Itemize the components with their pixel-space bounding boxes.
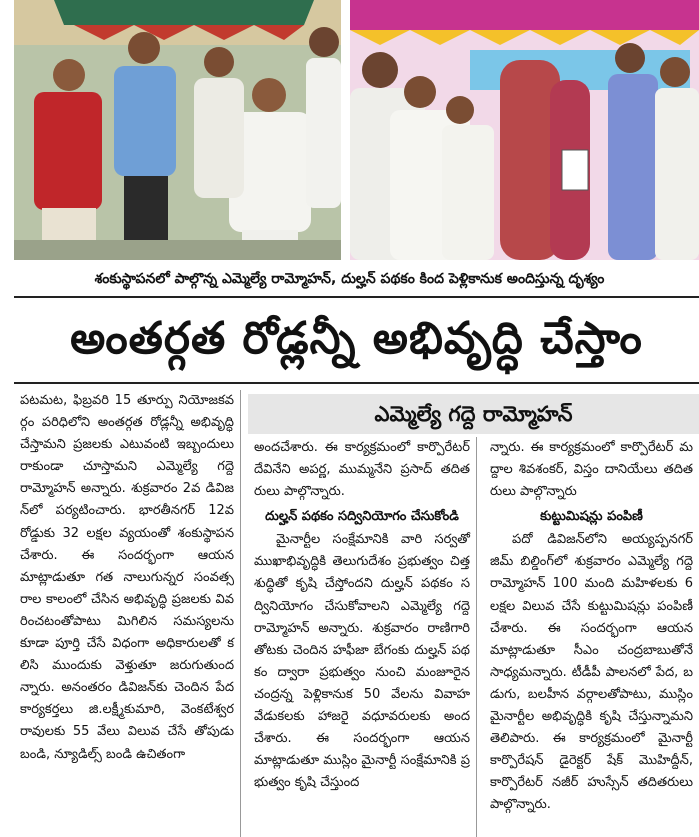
headline-bottom-rule <box>14 382 699 384</box>
subheadline: ఎమ్మెల్యే గద్దె రామ్మోహన్ <box>248 394 699 434</box>
headline-top-rule <box>14 296 699 298</box>
column-1-text: పటమట, ఫిబ్రవరి 15 తూర్పు నియోజకవర్గం పరిధిలోని అంతర్గత రోడ్లన్నీ అభివృద్ధి చేస్తామని ప్రజలకు ఎటువంటి ఇబ్బందులు రాకుండా చూస్తామని ఎమ్మెల్యే గద్దె రామ్మోహన్ అన్నారు. శుక్రవారం 2వ డివిజన్‌లో పర్యటించారు. భారతీనగర్ 12వ రోడ్డుకు 32 లక్షల వ్యయంతో శంకుస్థాపన చేశారు. ఈ సందర్భంగా ఆయన మాట్లాడుతూ గత నాలుగున్నర సంవత్సరాల కాలంలో చేసిన అభివృద్ధి ప్రజలకు వివరించటంతోపాటు మిగిలిన సమస్యలను కూడా పూర్తి చేసే విధంగా అధికారులతో కలిసి ముందుకు వెళ్తుతూ జరుగుతుందన్నారు. అనంతరం డివిజన్‌కు చెందిన పేద కార్యకర్తలు జి.లక్ష్మీకుమారి, వెంకటేశ్వరరావులకు 55 వేలు విలువ చేసే తోపుడు బండి, న్యూడిల్స్ బండి ఉచితంగా <box>20 393 234 762</box>
article-column-2 <box>248 437 477 837</box>
event-photo-left <box>14 0 341 260</box>
column-3-text: పదో డివిజన్‌లోని అయ్యప్పనగర్ జిమ్ బిల్డింగ్‌లో శుక్రవారం ఎమ్మెల్యే గద్దె రామ్మోహన్ 100 మంది మహిళలకు 6 లక్షల విలువ చేసే కుట్టుమిషన్లు పంపిణీ చేశారు. ఈ సందర్భంగా ఆయన మాట్లాడుతూ సీఎం చంద్రబాబుతోనే సాధ్యమన్నారు. టీడీపీ పాలనలో పేద, బడుగు, బలహీన వర్గాలతోపాటు, ముస్లిం మైనార్టీల అభివృద్ధికి కృషి చేస్తున్నామని తెలిపారు. ఈ కార్యక్రమంలో మైనార్టీ కార్పొరేషన్ డైరెక్టర్ షేక్ మొహిద్దీన్, కార్పొరేటర్ నజీర్ హుస్సేన్ తదితరులు పాల్గొన్నారు. <box>490 532 693 813</box>
column-2-intro: అందచేశారు. ఈ కార్యక్రమంలో కార్పొరేటర్ దేవినేని అపర్ణ, ముమ్మనేని ప్రసాద్ తదితరులు పాల్గొన్నారు. <box>254 440 470 500</box>
event-photo-right <box>350 0 699 260</box>
photo-caption: శంకుస్థాపనలో పాల్గొన్న ఎమ్మెల్యే రామ్మోహన్, దుల్హన్ పథకం కింద పెళ్లికానుక అందిస్తున్న దృశ్యం <box>94 271 605 287</box>
column-2-subhead: దుల్హన్ పథకం సద్వినియోగం చేసుకోండి <box>265 509 459 525</box>
column-3-subhead: కుట్టుమిషన్లు పంపిణీ <box>540 509 643 525</box>
column-3-intro: న్నారు. ఈ కార్యక్రమంలో కార్పొరేటర్ మద్దాల శివశంకర్, విస్తం దానియేలు తదితరులు పాల్గొన్నారు <box>490 440 693 500</box>
article-column-1 <box>14 390 241 837</box>
headline: అంతర్గత రోడ్లన్నీ అభివృద్ధి చేస్తాం <box>70 313 643 364</box>
column-2-text: మైనార్టీల సంక్షేమానికి వారి సర్వతో ముఖాభివృద్ధికి తెలుగుదేశం ప్రభుత్వం చిత్తశుద్ధితో కృషి చేస్తోందని దుల్హన్ పథకం సద్వినియోగం చేసుకోవాలని ఎమ్మెల్యే గద్దె రామ్మోహన్ అన్నారు. శుక్రవారం రాణిగారి తోటకు చెందిన హఫీజా బేగంకు దుల్హన్ పథకం ద్వారా ప్రభుత్వం నుంచి మంజూరైన చంద్రన్న పెళ్లికానుక 50 వేలను వివాహ వేడుకలకు హాజరై వధూవరులకు అందచేశారు. ఈ సందర్భంగా ఆయన మాట్లాడుతూ ముస్లిం మైనార్టీ సంక్షేమానికి ప్రభుత్వం కృషి చేస్తుంద <box>254 532 470 791</box>
article-column-3 <box>484 437 699 837</box>
